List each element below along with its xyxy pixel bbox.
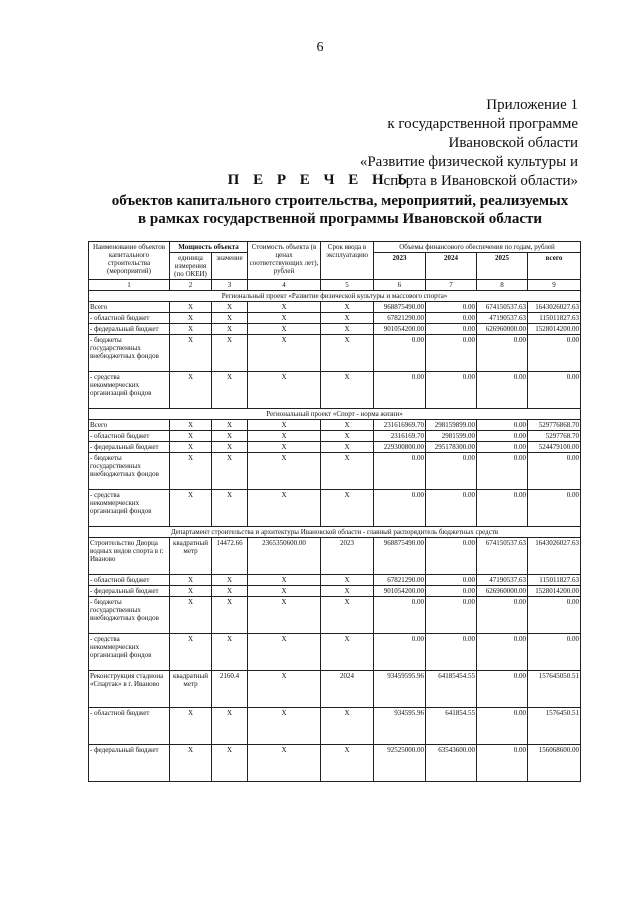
table-cell: X	[212, 313, 248, 324]
column-number: 7	[426, 280, 477, 291]
column-number: 9	[528, 280, 581, 291]
table-cell: X	[212, 453, 248, 490]
table-cell: 231616969.70	[374, 420, 426, 431]
section-row	[89, 527, 581, 538]
table-cell: 0.00	[477, 335, 528, 372]
table-cell: 1528014200.00	[528, 586, 581, 597]
table-cell: X	[170, 490, 212, 527]
appendix-line: Приложение 1	[486, 97, 578, 113]
table-cell: 0.00	[374, 597, 426, 634]
table-cell: X	[170, 324, 212, 335]
table-cell: 1643026027.63	[528, 538, 581, 575]
table-cell: 0.00	[426, 453, 477, 490]
table-cell: X	[170, 442, 212, 453]
table-cell: 64185454.55	[426, 671, 477, 708]
table-cell: 901054200.00	[374, 586, 426, 597]
row-label: Всего	[89, 420, 170, 431]
table-row	[89, 324, 581, 335]
row-label: Всего	[89, 302, 170, 313]
column-number: 6	[374, 280, 426, 291]
table-cell: 0.00	[477, 372, 528, 409]
table-row	[89, 372, 581, 409]
table-cell: X	[248, 745, 321, 782]
row-label: - федеральный бюджет	[89, 324, 170, 335]
row-label: - федеральный бюджет	[89, 442, 170, 453]
table-cell: 0.00	[426, 597, 477, 634]
table-cell: 2365350600.00	[248, 538, 321, 575]
table-cell: X	[248, 490, 321, 527]
table-cell: X	[321, 324, 374, 335]
table-cell: X	[248, 431, 321, 442]
row-label: - областной бюджет	[89, 708, 170, 745]
table-cell: квадратный метр	[170, 538, 212, 575]
table-cell: 63543600.00	[426, 745, 477, 782]
table-cell: 5297768.70	[528, 431, 581, 442]
table-cell: 0.00	[528, 372, 581, 409]
appendix-line: «Развитие физической культуры и	[359, 154, 578, 170]
table-cell: X	[248, 597, 321, 634]
table-cell: 2160.4	[212, 671, 248, 708]
table-cell: X	[321, 634, 374, 671]
table-cell: X	[212, 442, 248, 453]
table-cell: X	[212, 431, 248, 442]
table-cell: 626960000.00	[477, 586, 528, 597]
table-cell: X	[170, 745, 212, 782]
column-number: 8	[477, 280, 528, 291]
table-cell: X	[212, 708, 248, 745]
header-name: Наименование объектов капитального строительства (мероприятий)	[89, 242, 170, 280]
table-cell: X	[170, 420, 212, 431]
table-cell: X	[321, 453, 374, 490]
table-cell: 0.00	[426, 490, 477, 527]
table-cell: 626960000.00	[477, 324, 528, 335]
table-cell: 0.00	[426, 575, 477, 586]
table-cell: X	[170, 597, 212, 634]
subtitle-line: в рамках государственной программы Ивановской области	[138, 211, 542, 227]
appendix-line: к государственной программе	[387, 116, 578, 132]
table-cell: X	[212, 634, 248, 671]
table-cell: X	[321, 420, 374, 431]
table-cell: X	[321, 302, 374, 313]
table-cell: 115011827.63	[528, 313, 581, 324]
header-unit: единица измерения (по ОКЕИ)	[170, 253, 212, 280]
table-cell: 2023	[321, 538, 374, 575]
header-2023: 2023	[374, 253, 426, 280]
table-cell: X	[212, 372, 248, 409]
column-number-row	[89, 280, 581, 291]
table-cell: 47190537.63	[477, 575, 528, 586]
table-cell: 934595.96	[374, 708, 426, 745]
document-title: П Е Р Е Ч Е Н Ь	[227, 172, 413, 188]
table-cell: 156068600.00	[528, 745, 581, 782]
table-cell: 901054200.00	[374, 324, 426, 335]
table-cell: 0.00	[528, 453, 581, 490]
section-row	[89, 291, 581, 302]
table-cell: X	[212, 597, 248, 634]
row-label: Строительство Дворца водных видов спорта в г. Иваново	[89, 538, 170, 575]
table-cell: X	[321, 597, 374, 634]
column-number: 1	[89, 280, 170, 291]
table-cell: X	[321, 313, 374, 324]
header-capacity: Мощность объекта	[170, 242, 248, 253]
table-row	[89, 313, 581, 324]
table-cell: X	[321, 745, 374, 782]
table-cell: X	[248, 442, 321, 453]
table-cell: 0.00	[528, 634, 581, 671]
table-cell: X	[248, 586, 321, 597]
table-cell: X	[212, 335, 248, 372]
header-2024: 2024	[426, 253, 477, 280]
row-label: - федеральный бюджет	[89, 745, 170, 782]
table-cell: 524479100.00	[528, 442, 581, 453]
table-row	[89, 335, 581, 372]
column-number: 5	[321, 280, 374, 291]
table-cell: X	[248, 324, 321, 335]
table-cell: X	[248, 335, 321, 372]
table-cell: 0.00	[426, 372, 477, 409]
objects-table	[88, 241, 581, 782]
table-cell: 298159899.00	[426, 420, 477, 431]
table-cell: X	[321, 335, 374, 372]
table-body	[89, 291, 581, 782]
table-cell: X	[248, 313, 321, 324]
table-cell: 67821290.00	[374, 575, 426, 586]
table-cell: 0.00	[426, 313, 477, 324]
table-cell: 14472.66	[212, 538, 248, 575]
table-row	[89, 575, 581, 586]
table-cell: X	[248, 420, 321, 431]
table-row	[89, 634, 581, 671]
table-cell: 92525000.00	[374, 745, 426, 782]
header-term: Срок ввода в эксплуатацию	[321, 242, 374, 280]
table-cell: X	[321, 575, 374, 586]
table-row	[89, 597, 581, 634]
row-label: - средства некоммерческих организаций фондов	[89, 490, 170, 527]
table-cell: 0.00	[426, 538, 477, 575]
table-cell: X	[212, 745, 248, 782]
table-cell: 1576450.51	[528, 708, 581, 745]
table-row	[89, 442, 581, 453]
table-cell: X	[321, 431, 374, 442]
table-row	[89, 431, 581, 442]
table-cell: 968875490.00	[374, 302, 426, 313]
section-row	[89, 409, 581, 420]
table-cell: 0.00	[426, 335, 477, 372]
table-cell: 0.00	[477, 420, 528, 431]
section-title: Региональный проект «Спорт - норма жизни»	[89, 409, 581, 420]
table-cell: X	[248, 453, 321, 490]
table-cell: 115011827.63	[528, 575, 581, 586]
table-cell: квадратный метр	[170, 671, 212, 708]
row-label: - федеральный бюджет	[89, 586, 170, 597]
table-cell: X	[212, 575, 248, 586]
table-cell: 0.00	[477, 671, 528, 708]
row-label: - областной бюджет	[89, 575, 170, 586]
header-total: всего	[528, 253, 581, 280]
table-row	[89, 453, 581, 490]
table-cell: 0.00	[426, 634, 477, 671]
appendix-line: спорта в Ивановской области»	[383, 173, 578, 189]
table-cell: X	[248, 575, 321, 586]
table-cell: X	[321, 708, 374, 745]
table-cell: 0.00	[477, 431, 528, 442]
table-row	[89, 538, 581, 575]
table-cell: X	[212, 586, 248, 597]
table-cell: X	[170, 634, 212, 671]
section-title: Региональный проект «Развитие физической культуры и массового спорта»	[89, 291, 581, 302]
table-cell: X	[321, 490, 374, 527]
row-label: - бюджеты государственных внебюджетных фондов	[89, 597, 170, 634]
header-2025: 2025	[477, 253, 528, 280]
header-cost: Стоимость объекта (в ценах соответствующих лет), рублей	[248, 242, 321, 280]
table-cell: 968875490.00	[374, 538, 426, 575]
column-number: 4	[248, 280, 321, 291]
table-cell: X	[248, 708, 321, 745]
table-cell: X	[248, 302, 321, 313]
table-cell: 0.00	[477, 442, 528, 453]
table-cell: X	[170, 453, 212, 490]
table-cell: X	[321, 442, 374, 453]
table-row	[89, 671, 581, 708]
table-cell: 0.00	[477, 745, 528, 782]
table-cell: 0.00	[528, 335, 581, 372]
table-row	[89, 420, 581, 431]
table-cell: 157645050.51	[528, 671, 581, 708]
table-cell: 0.00	[374, 335, 426, 372]
table-cell: X	[170, 302, 212, 313]
table-cell: 47190537.63	[477, 313, 528, 324]
table-cell: X	[212, 490, 248, 527]
table-cell: X	[170, 313, 212, 324]
row-label: Реконструкция стадиона «Спартак» в г. Иваново	[89, 671, 170, 708]
table-cell: 295178300.00	[426, 442, 477, 453]
table-cell: 0.00	[374, 372, 426, 409]
table-row	[89, 708, 581, 745]
table-cell: 2316169.70	[374, 431, 426, 442]
table-cell: X	[170, 335, 212, 372]
subtitle-line: объектов капитального строительства, мероприятий, реализуемых	[111, 193, 569, 209]
table-cell: 641854.55	[426, 708, 477, 745]
table-cell: 0.00	[528, 597, 581, 634]
table-cell: 2981599.00	[426, 431, 477, 442]
table-cell: X	[170, 575, 212, 586]
column-number: 2	[170, 280, 212, 291]
table-cell: 1528014200.00	[528, 324, 581, 335]
table-cell: X	[321, 372, 374, 409]
column-number: 3	[212, 280, 248, 291]
table-row	[89, 745, 581, 782]
table-cell: X	[170, 586, 212, 597]
table-cell: 0.00	[374, 634, 426, 671]
table-cell: X	[212, 302, 248, 313]
table-cell: 0.00	[477, 634, 528, 671]
table-cell: X	[170, 372, 212, 409]
table-cell: 0.00	[477, 490, 528, 527]
table-cell: 674150537.63	[477, 538, 528, 575]
table-cell: 93459595.96	[374, 671, 426, 708]
row-label: - средства некоммерческих организаций фондов	[89, 372, 170, 409]
row-label: - областной бюджет	[89, 431, 170, 442]
table-cell: 229300800.00	[374, 442, 426, 453]
table-cell: X	[248, 372, 321, 409]
table-cell: X	[212, 324, 248, 335]
table-cell: X	[170, 708, 212, 745]
header-funding: Объемы финансового обеспечения по годам, рублей	[374, 242, 581, 253]
row-label: - средства некоммерческих организаций фондов	[89, 634, 170, 671]
table-cell: 529776868.70	[528, 420, 581, 431]
table-cell: 67821290.00	[374, 313, 426, 324]
table-cell: 0.00	[374, 453, 426, 490]
table-cell: 2024	[321, 671, 374, 708]
page-number: 6	[316, 40, 324, 55]
table-cell: 0.00	[426, 302, 477, 313]
table-cell: 674150537.63	[477, 302, 528, 313]
table-cell: 0.00	[426, 586, 477, 597]
header-value: значение	[212, 253, 248, 280]
table-row	[89, 302, 581, 313]
table-cell: X	[248, 634, 321, 671]
document-subtitle	[70, 192, 610, 228]
row-label: - бюджеты государственных внебюджетных фондов	[89, 335, 170, 372]
row-label: - бюджеты государственных внебюджетных фондов	[89, 453, 170, 490]
table-row	[89, 490, 581, 527]
table-cell: 0.00	[477, 453, 528, 490]
table-cell: X	[321, 586, 374, 597]
table-cell: 0.00	[528, 490, 581, 527]
table-cell: X	[170, 431, 212, 442]
section-title: Департамент строительства и архитектуры Ивановской области - главный распорядитель бюджетных средств	[89, 527, 581, 538]
table-row	[89, 586, 581, 597]
table-cell: 1643026027.63	[528, 302, 581, 313]
row-label: - областной бюджет	[89, 313, 170, 324]
appendix-line: Ивановской области	[448, 135, 578, 151]
table-cell: X	[248, 671, 321, 708]
table-cell: 0.00	[477, 708, 528, 745]
table-cell: X	[212, 420, 248, 431]
table-cell: 0.00	[374, 490, 426, 527]
table-cell: 0.00	[426, 324, 477, 335]
table-cell: 0.00	[477, 597, 528, 634]
